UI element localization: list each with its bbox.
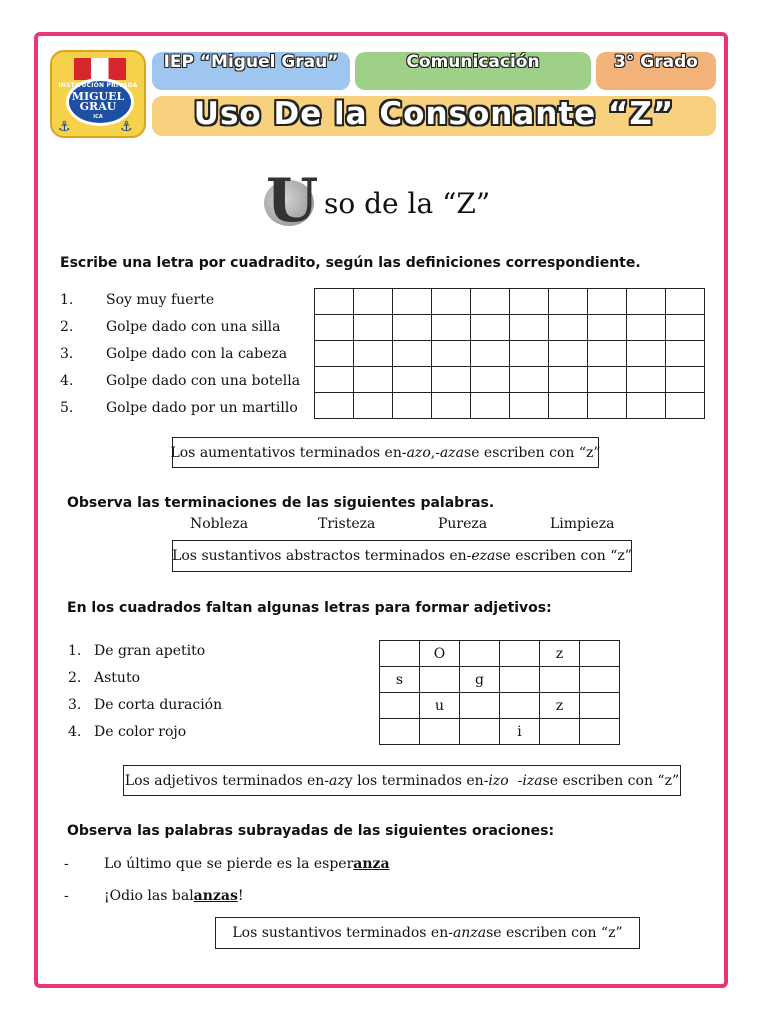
letter-box[interactable] [460,693,500,719]
list-item-number: 4. [60,373,74,389]
letter-box[interactable] [315,315,354,341]
example-word: Tristeza [318,516,376,532]
letter-box[interactable] [549,315,588,341]
letter-box[interactable] [354,315,393,341]
letter-box[interactable] [460,641,500,667]
logo-text-ica: ICA [93,114,103,120]
flag-emblem [74,58,126,80]
rule-suffix: -eza [466,548,496,564]
list-item-number: 5. [60,400,74,416]
rule-suffix: -izo [483,772,509,789]
letter-box[interactable] [588,315,627,341]
letter-box[interactable] [666,315,705,341]
letter-box[interactable] [549,289,588,315]
letter-box[interactable] [315,367,354,393]
anchor-icon: ⚓ [120,119,133,135]
logo-text-top: INSTITUCIÓN PRIVADA [58,82,138,89]
school-logo [50,50,146,138]
dropcap [258,166,322,236]
letter-box[interactable] [549,367,588,393]
rule-box-1 [172,437,599,468]
letter-box[interactable] [380,641,420,667]
letter-box[interactable] [540,719,580,745]
letter-box[interactable] [420,667,460,693]
example-word: Nobleza [190,516,249,532]
grid-row [315,289,705,315]
letter-box[interactable] [666,341,705,367]
list-item: De gran apetito [94,643,206,659]
letter-box[interactable] [460,719,500,745]
list-item-number: 4. [68,724,82,740]
example-word: Limpieza [550,516,615,532]
list-item: Golpe dado con una silla [106,319,281,335]
anchor-icon: ⚓ [58,119,71,135]
grid-row [380,641,620,667]
letter-box[interactable] [627,393,666,419]
letter-box[interactable] [580,719,620,745]
rule-text: Los sustantivos terminados en [232,925,449,941]
rule-text: Los aumentativos terminados en [170,444,402,461]
rule-suffix: -aza [435,444,465,461]
list-item-number: 2. [60,319,74,335]
section4-instruction: Observa las palabras subrayadas de las siguientes oraciones: [67,823,555,839]
letter-box[interactable] [354,367,393,393]
letter-box[interactable] [420,719,460,745]
bullet-dash: - [64,856,69,872]
letter-box[interactable] [627,341,666,367]
sentence-text: ! [237,888,244,904]
letter-box[interactable] [432,367,471,393]
letter-box[interactable] [315,289,354,315]
example-sentence [104,856,390,872]
rule-text: Los adjetivos terminados en [124,772,325,789]
letter-box[interactable] [500,641,540,667]
letter-box[interactable] [540,667,580,693]
letter-box[interactable] [393,289,432,315]
letter-box[interactable] [380,719,420,745]
title-text: so de la “Z” [324,187,491,220]
list-item: Astuto [94,670,140,686]
topic-banner: Uso De la Consonante “Z” [152,96,716,136]
letter-box[interactable] [666,289,705,315]
letter-box[interactable] [380,693,420,719]
list-item-number: 3. [68,697,82,713]
letter-box[interactable] [627,289,666,315]
grid-row [315,315,705,341]
letter-box[interactable] [549,393,588,419]
letter-box[interactable] [471,315,510,341]
rule-box-2 [172,540,632,572]
sentence-text: Lo último que se pierde es la esper [104,856,354,872]
logo-text-miguel: MIGUEL [71,90,125,103]
letter-box[interactable] [393,315,432,341]
section3-instruction: En los cuadrados faltan algunas letras para formar adjetivos: [67,600,552,616]
list-item: De corta duración [94,697,223,713]
list-item-number: 1. [68,643,82,659]
rule-text: Los sustantivos abstractos terminados en [172,548,467,564]
list-item: De color rojo [94,724,187,740]
list-item-number: 3. [60,346,74,362]
letter-box[interactable] [510,315,549,341]
bullet-dash: - [64,888,69,904]
letter-box[interactable]: z [540,641,580,667]
list-item: Golpe dado con la cabeza [106,346,288,362]
letter-box[interactable] [315,393,354,419]
grade-tag: 3° Grado [596,52,716,90]
letter-box[interactable] [500,693,540,719]
letter-box[interactable] [471,393,510,419]
example-word: Pureza [438,516,488,532]
grid-row [315,393,705,419]
underlined-ending: anzas [193,888,238,904]
letter-box[interactable] [393,341,432,367]
letter-box[interactable] [510,341,549,367]
letter-box[interactable] [549,341,588,367]
letter-box[interactable]: s [380,667,420,693]
letter-box[interactable] [588,393,627,419]
letter-box[interactable]: g [460,667,500,693]
list-item-number: 2. [68,670,82,686]
letter-box[interactable] [666,367,705,393]
letter-box[interactable] [580,693,620,719]
letter-grid-2 [379,640,620,745]
subject-tag: Comunicación [355,52,591,90]
letter-box[interactable] [588,289,627,315]
letter-grid-1 [314,288,705,419]
grid-row [380,719,620,745]
letter-box[interactable] [393,393,432,419]
example-sentence [104,888,243,904]
letter-box[interactable] [471,367,510,393]
list-item: Golpe dado con una botella [106,373,301,389]
letter-box[interactable] [354,289,393,315]
letter-box[interactable] [627,367,666,393]
letter-box[interactable] [471,289,510,315]
rule-box-4 [215,917,640,949]
list-item: Soy muy fuerte [106,292,215,308]
underlined-ending: anza [353,856,390,872]
letter-box[interactable]: u [420,693,460,719]
rule-text: se escriben con “z” [495,548,632,564]
rule-text: se escriben con “z” [542,772,680,789]
letter-box[interactable] [580,667,620,693]
letter-box[interactable] [510,289,549,315]
rule-text: , [430,444,436,461]
letter-box[interactable] [432,289,471,315]
rule-box-3 [123,765,681,796]
section1-instruction: Escribe una letra por cuadradito, según las definiciones correspondiente. [60,255,641,271]
dropcap-letter: U [266,166,319,236]
letter-box[interactable] [471,341,510,367]
letter-box[interactable] [627,315,666,341]
school-tag: IEP “Miguel Grau” [152,52,350,90]
letter-box[interactable] [432,393,471,419]
letter-box[interactable] [432,341,471,367]
letter-box[interactable] [510,393,549,419]
letter-box[interactable] [500,667,540,693]
section2-instruction: Observa las terminaciones de las siguientes palabras. [67,495,495,511]
rule-text: se escriben con “z” [486,925,623,941]
list-item: Golpe dado por un martillo [106,400,298,416]
letter-box[interactable] [315,341,354,367]
letter-box[interactable] [588,341,627,367]
letter-box[interactable] [588,367,627,393]
logo-text-grau: GRAU [79,100,117,113]
rule-suffix: -az [324,772,345,789]
grid-row [315,341,705,367]
grid-row [315,367,705,393]
letter-box[interactable] [666,393,705,419]
letter-box[interactable] [393,367,432,393]
letter-box[interactable]: z [540,693,580,719]
list-item-number: 1. [60,292,74,308]
rule-suffix: -anza [448,925,487,941]
sentence-text: ¡Odio las bal [104,888,194,904]
rule-suffix: -azo [401,444,431,461]
rule-text: se escriben con “z” [464,444,601,461]
rule-text: y los terminados en [344,772,484,789]
rule-text [509,773,518,789]
letter-box[interactable]: O [420,641,460,667]
grid-row [380,693,620,719]
letter-box[interactable] [580,641,620,667]
letter-box[interactable] [354,393,393,419]
letter-box[interactable]: i [500,719,540,745]
grid-row [380,667,620,693]
page-title [258,166,491,236]
logo-text-name [52,92,144,112]
letter-box[interactable] [432,315,471,341]
letter-box[interactable] [510,367,549,393]
rule-suffix: -iza [517,772,543,789]
letter-box[interactable] [354,341,393,367]
